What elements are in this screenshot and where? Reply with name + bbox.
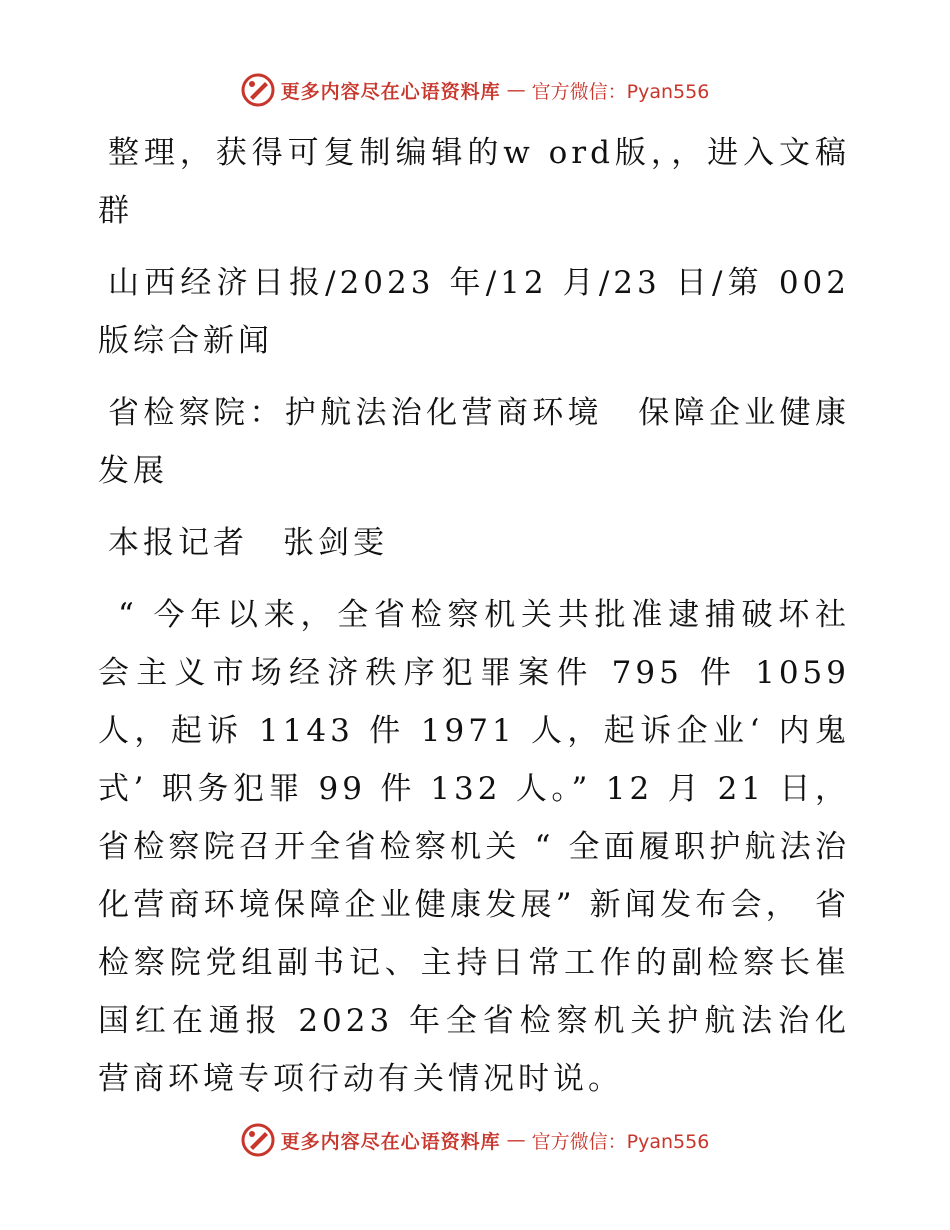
intro-paragraph: 整理，获得可复制编辑的w ord版，，进入文稿群 [98, 135, 850, 229]
headline: 省检察院：护航法治化营商环境 保障企业健康发展 [98, 395, 850, 489]
watermark-header [0, 70, 950, 110]
body-paragraph: “ 今年以来，全省检察机关共批准逮捕破坏社会主义市场经济秩序犯罪案件 795 件 1059 人，起诉 1143 件 1971 人，起诉企业‘ 内鬼式’ 职务犯罪 99 件 132 人。” 12 月 21 日，省检察院召开全省检察机关 “ 全面履职护航法治化营商环境保障企业健康发展” 新闻发布会， 省检察院党组副书记、主持日常工作的副检察长崔国红在通报 2023 年全省检察机关护航法治化营商环境专项行动有关情况时说。 [98, 597, 850, 1097]
watermark-brand: 更多内容尽在心语资料库 [280, 1130, 501, 1153]
watermark-wechat: 官方微信：Pyan556 [531, 1130, 710, 1153]
watermark-wechat: 官方微信：Pyan556 [531, 80, 710, 103]
watermark-dash: — [506, 1129, 526, 1151]
document-body [98, 124, 850, 1122]
watermark-dash: — [506, 79, 526, 101]
watermark-brand: 更多内容尽在心语资料库 [280, 80, 501, 103]
byline: 本报记者 张剑雯 [108, 525, 388, 561]
watermark-footer [0, 1120, 950, 1160]
source-line: 山西经济日报/2023 年/12 月/23 日/第 002 版综合新闻 [98, 265, 850, 359]
brand-logo-icon [241, 1123, 275, 1157]
brand-logo-icon [241, 73, 275, 107]
